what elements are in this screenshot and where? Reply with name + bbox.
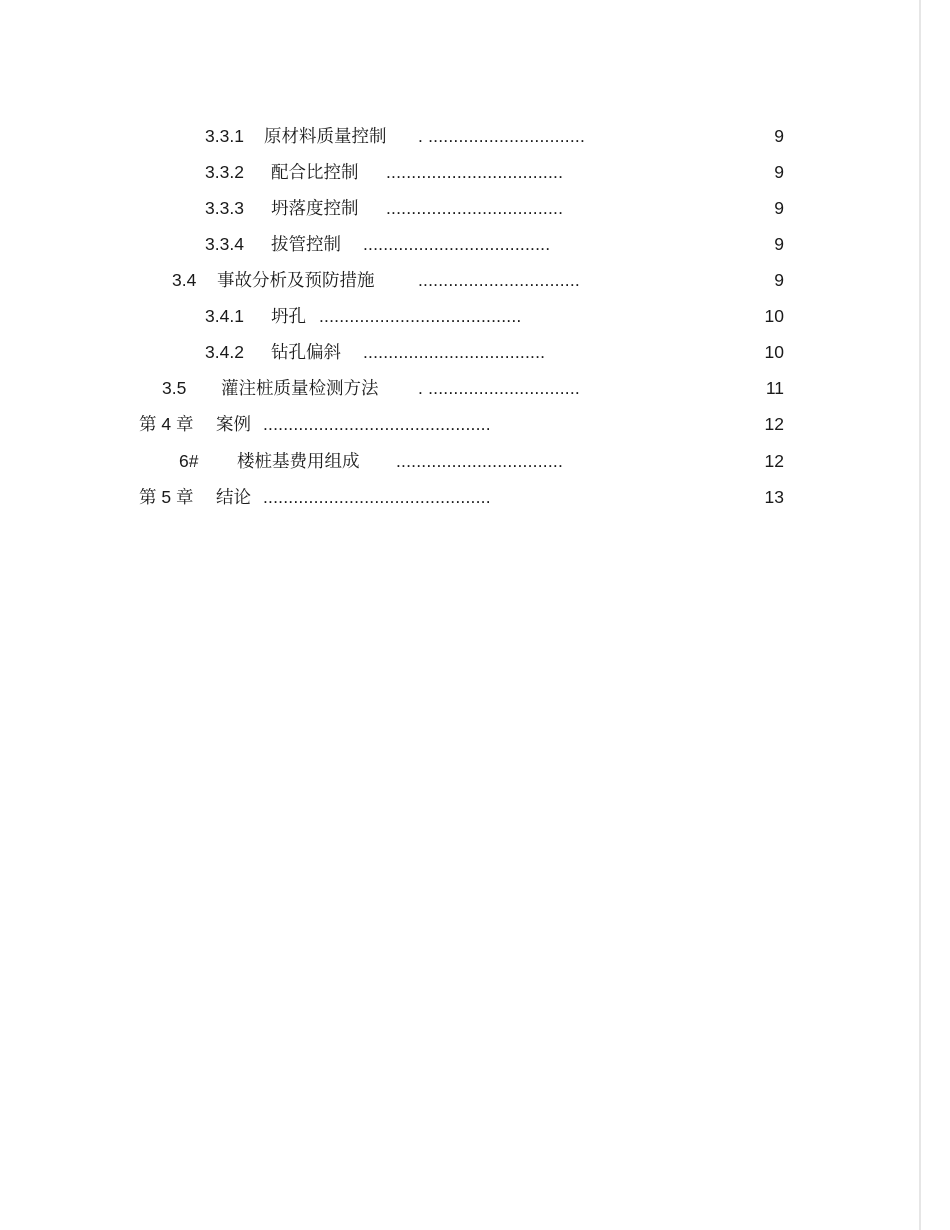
- toc-entry-3-3-4[interactable]: [0, 231, 919, 257]
- toc-entry-title: 配合比控制: [271, 162, 359, 182]
- page-edge: [919, 0, 921, 1230]
- toc-entry-3-4-1[interactable]: [0, 303, 919, 329]
- toc-entry-title: 坍落度控制: [271, 198, 359, 218]
- toc-entry-number: 3.5: [162, 378, 187, 398]
- toc-entry-page: 9: [774, 126, 784, 146]
- toc-entry-leader: .................................: [396, 451, 564, 471]
- toc-entry-page: 12: [764, 451, 784, 471]
- toc-entry-title: 灌注桩质量检测方法: [221, 378, 379, 398]
- toc-entry-6-pile-cost[interactable]: [0, 448, 919, 474]
- toc-entry-leader: .....................................: [363, 234, 551, 254]
- toc-entry-page: 11: [765, 378, 784, 398]
- toc-entry-3-3-1[interactable]: [0, 123, 919, 149]
- toc-entry-number: 3.3.1: [205, 126, 244, 146]
- toc-entry-leader: ........................................: [319, 306, 522, 326]
- toc-entry-leader: ....................................: [363, 342, 546, 362]
- toc-entry-number: 3.4.2: [205, 342, 244, 362]
- toc-entry-number: 第 5 章: [139, 487, 194, 507]
- toc-entry-page: 9: [774, 270, 784, 290]
- toc-entry-leader: ...................................: [386, 198, 564, 218]
- toc-entry-page: 10: [764, 306, 784, 326]
- toc-entry-leader: ................................: [418, 270, 580, 290]
- toc-entry-title: 钻孔偏斜: [271, 342, 341, 362]
- toc-entry-number: 3.3.3: [205, 198, 244, 218]
- toc-entry-leader: .............................................: [263, 414, 491, 434]
- toc-entry-number: 第 4 章: [139, 414, 194, 434]
- toc-entry-number: 3.3.4: [205, 234, 244, 254]
- toc-entry-title: 拔管控制: [271, 234, 341, 254]
- toc-entry-title: 楼桩基费用组成: [237, 451, 360, 471]
- toc-entry-3-3-2[interactable]: [0, 159, 919, 185]
- toc-entry-number: 3.4: [172, 270, 197, 290]
- toc-entry-3-4[interactable]: [0, 267, 919, 293]
- toc-entry-3-3-3[interactable]: [0, 195, 919, 221]
- toc-entry-leader: . ...............................: [418, 126, 586, 146]
- toc-entry-title: 坍孔: [271, 306, 306, 326]
- toc-entry-page: 9: [774, 234, 784, 254]
- toc-entry-title: 案例: [216, 414, 251, 434]
- toc-entry-leader: ...................................: [386, 162, 564, 182]
- toc-entry-page: 13: [764, 487, 784, 507]
- toc-entry-title: 原材料质量控制: [264, 126, 387, 146]
- toc-entry-leader: . ..............................: [418, 378, 580, 398]
- toc-entry-number: 3.4.1: [205, 306, 244, 326]
- toc-entry-title: 结论: [216, 487, 251, 507]
- toc-entry-number: 3.3.2: [205, 162, 244, 182]
- toc-entry-page: 9: [774, 198, 784, 218]
- toc-entry-page: 12: [764, 414, 784, 434]
- toc-entry-3-5[interactable]: [0, 375, 919, 401]
- toc-entry-3-4-2[interactable]: [0, 339, 919, 365]
- toc-entry-chapter-4[interactable]: [0, 411, 919, 437]
- toc-entry-number: 6#: [179, 451, 199, 471]
- toc-entry-page: 9: [774, 162, 784, 182]
- toc-entry-page: 10: [764, 342, 784, 362]
- toc-entry-chapter-5[interactable]: [0, 484, 919, 510]
- toc-entry-leader: .............................................: [263, 487, 491, 507]
- toc-entry-title: 事故分析及预防措施: [217, 270, 375, 290]
